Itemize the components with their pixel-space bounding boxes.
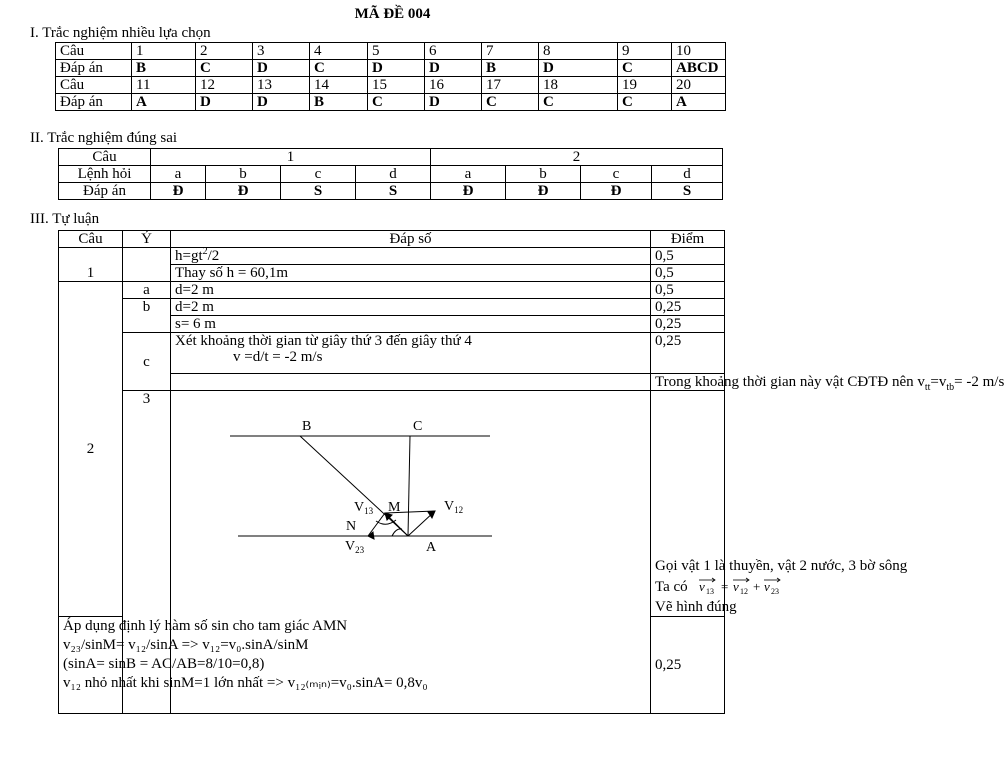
header-y: Ý	[123, 231, 171, 248]
sub-question: a	[431, 166, 506, 183]
label-a: A	[426, 540, 437, 555]
answer: D	[253, 94, 310, 111]
answer-line: s= 6 m	[171, 316, 651, 333]
answer-line: d=2 m	[171, 299, 651, 316]
question-number: 18	[539, 77, 618, 94]
answer-line	[171, 333, 651, 374]
answer-line	[651, 391, 908, 617]
answer: C	[482, 94, 539, 111]
answer: D	[539, 60, 618, 77]
sub-part	[123, 248, 171, 282]
question-number: 15	[368, 77, 425, 94]
question-number: 1	[151, 149, 431, 166]
svg-text:v: v	[764, 579, 771, 594]
table-row	[59, 149, 723, 166]
question-number: 5	[368, 43, 425, 60]
answer-text: =v	[930, 374, 947, 390]
question-number: 6	[425, 43, 482, 60]
question-number: 8	[539, 43, 618, 60]
label-b: B	[302, 419, 312, 434]
score: 0,5	[651, 282, 725, 299]
sub-question: c	[581, 166, 652, 183]
velocity-diagram	[230, 416, 500, 566]
answer: D	[425, 60, 482, 77]
label-c: C	[413, 419, 423, 434]
answer-text: Trong khoảng thời gian này vật CĐTĐ nên v	[655, 374, 925, 390]
segment-nm	[368, 513, 385, 536]
answer: B	[310, 94, 368, 111]
answer: Đ	[206, 183, 281, 200]
answer: S	[281, 183, 356, 200]
table-row	[59, 248, 725, 265]
answer: S	[652, 183, 723, 200]
section-1-heading: I. Trắc nghiệm nhiều lựa chọn	[30, 25, 211, 41]
table-row	[59, 333, 725, 374]
svg-text:12: 12	[740, 587, 749, 596]
superscript: 2	[202, 246, 208, 257]
answer: A	[672, 94, 726, 111]
table-row	[59, 231, 725, 248]
answer-text: v =d/t = -2 m/s	[233, 349, 323, 365]
row-label: Đáp án	[59, 183, 151, 200]
multiple-choice-table	[55, 42, 726, 111]
answer: S	[356, 183, 431, 200]
answer-text: (sinA= sinB = AC/AB=8/10=0,8)	[63, 656, 265, 672]
svg-text:=: =	[721, 579, 729, 594]
score: 0,25	[651, 617, 725, 714]
svg-text:13: 13	[706, 587, 715, 596]
answer: C	[196, 60, 253, 77]
table-row	[56, 94, 726, 111]
answer: C	[368, 94, 425, 111]
sub-question: c	[281, 166, 356, 183]
table-row	[59, 166, 723, 183]
answer-line: d=2 m	[171, 282, 651, 299]
arrowhead-v23	[368, 532, 374, 539]
question-number: 12	[196, 77, 253, 94]
score: 0,5	[651, 265, 725, 282]
table-row	[59, 183, 723, 200]
row-label: Câu	[59, 149, 151, 166]
answer-line	[171, 248, 651, 265]
question-number: 17	[482, 77, 539, 94]
label-v12: $V_{12}$	[444, 499, 464, 515]
svg-text:v: v	[699, 579, 706, 594]
answer-text: Xét khoảng thời gian từ giây thứ 3 đến giây thứ 4	[175, 333, 472, 349]
question-number: 4	[310, 43, 368, 60]
answer-text	[655, 576, 780, 598]
row-label: Đáp án	[56, 94, 132, 111]
angle-arc-a	[392, 529, 402, 536]
sub-question: b	[206, 166, 281, 183]
question-number: 10	[672, 43, 726, 60]
question-number: 3	[253, 43, 310, 60]
answer-text: v₁₂ nhỏ nhất khi sinM=1 lớn nhất => v₁₂₍ₘᵢₙ₎=v₀.sinA= 0,8v₀	[63, 675, 428, 691]
question-number: 16	[425, 77, 482, 94]
question-number: 11	[132, 77, 196, 94]
question-number: 9	[618, 43, 672, 60]
question-number: 19	[618, 77, 672, 94]
vector-equation	[697, 576, 787, 596]
answer: Đ	[431, 183, 506, 200]
answer: B	[132, 60, 196, 77]
question-number: 1	[132, 43, 196, 60]
answer: ABCD	[672, 60, 726, 77]
score: 0,25	[651, 299, 725, 316]
svg-text:+: +	[753, 579, 761, 594]
question-number: 3	[123, 391, 171, 714]
row-label: Câu	[56, 77, 132, 94]
line-ca	[408, 436, 410, 536]
answer-text: Vẽ hình đúng	[655, 599, 737, 615]
svg-text:23: 23	[771, 587, 780, 596]
label-v13: $V_{13}$	[354, 500, 374, 516]
true-false-table	[58, 148, 723, 200]
table-row	[56, 77, 726, 94]
answer: D	[425, 94, 482, 111]
row-label: Câu	[56, 43, 132, 60]
label-v23: $V_{23}$	[345, 539, 365, 555]
header-dap-so: Đáp số	[171, 231, 651, 248]
answer: C	[618, 94, 672, 111]
score: 0,25	[651, 316, 725, 333]
answer: C	[618, 60, 672, 77]
question-number: 2	[59, 282, 123, 617]
section-3-heading: III. Tự luận	[30, 211, 100, 227]
table-row	[56, 43, 726, 60]
answer: D	[196, 94, 253, 111]
answer: D	[368, 60, 425, 77]
sub-part: b	[123, 299, 171, 333]
answer-text: = -2 m/s	[954, 374, 1004, 390]
score: 0,5	[651, 248, 725, 265]
question-number: 1	[59, 248, 123, 282]
answer: B	[482, 60, 539, 77]
question-number: 14	[310, 77, 368, 94]
label-m: M	[388, 500, 401, 515]
answer-text: h=gt	[175, 248, 203, 264]
sub-question: d	[652, 166, 723, 183]
table-row	[59, 299, 725, 316]
answer-text: v₂₃/sinM= v₁₂/sinA => v₁₂=v₀.sinA/sinM	[63, 637, 309, 653]
row-label: Đáp án	[56, 60, 132, 77]
section-2-heading: II. Trắc nghiệm đúng sai	[30, 130, 178, 146]
answer-line	[651, 374, 1004, 393]
header-diem: Điểm	[651, 231, 725, 248]
label-n: N	[346, 519, 357, 534]
score: 0,25	[651, 333, 725, 374]
answer: Đ	[506, 183, 581, 200]
table-row	[59, 282, 725, 299]
header-cau: Câu	[59, 231, 123, 248]
subscript: tb	[946, 382, 955, 393]
exam-code-title: MÃ ĐỀ 004	[354, 6, 431, 22]
row-label: Lệnh hỏi	[59, 166, 151, 183]
answer-text: Gọi vật 1 là thuyền, vật 2 nước, 3 bờ sông	[655, 558, 908, 574]
question-number: 7	[482, 43, 539, 60]
question-number: 13	[253, 77, 310, 94]
question-number: 2	[196, 43, 253, 60]
sub-question: d	[356, 166, 431, 183]
sub-part	[171, 374, 651, 391]
answer-text: /2	[207, 248, 220, 264]
answer-text: Áp dụng định lý hàm số sin cho tam giác AMN	[63, 618, 348, 634]
answer: C	[539, 94, 618, 111]
question-number: 2	[431, 149, 723, 166]
answer: A	[132, 94, 196, 111]
answer: C	[310, 60, 368, 77]
sub-question: b	[506, 166, 581, 183]
answer: Đ	[151, 183, 206, 200]
svg-text:v: v	[733, 579, 740, 594]
answer-line	[59, 617, 428, 714]
answer: D	[253, 60, 310, 77]
answer-text: Ta có	[655, 579, 688, 595]
answer: Đ	[581, 183, 652, 200]
sub-part: c	[123, 333, 171, 391]
question-number: 20	[672, 77, 726, 94]
sub-question: a	[151, 166, 206, 183]
sub-part: a	[123, 282, 171, 299]
subscript: tt	[924, 382, 931, 393]
answer-line: Thay số h = 60,1m	[171, 265, 651, 282]
table-row	[56, 60, 726, 77]
